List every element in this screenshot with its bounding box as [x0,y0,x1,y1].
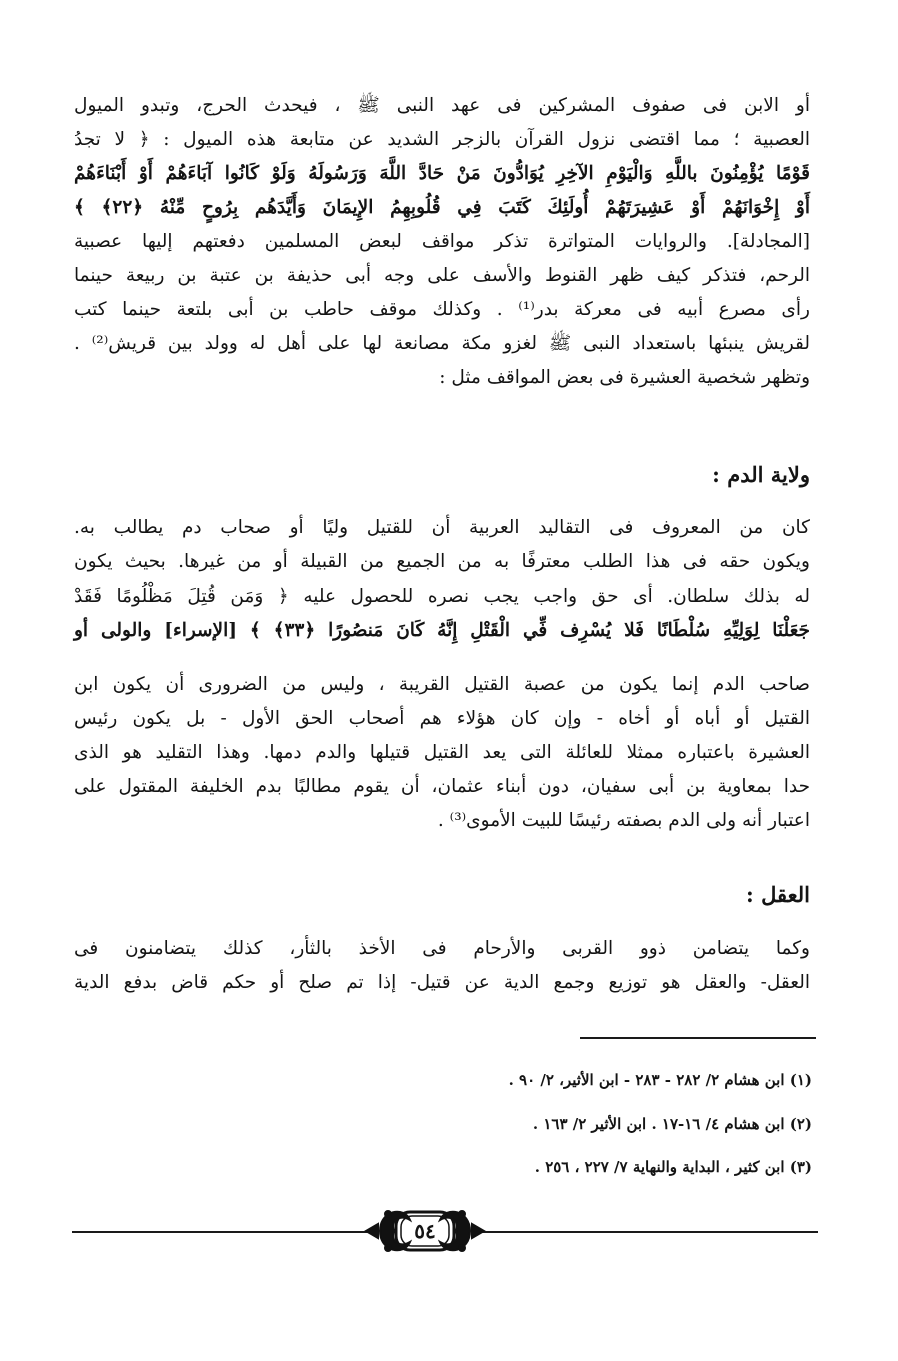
footer-rule-left [72,1231,368,1233]
body-line: وكما يتضامن ذوو القربى والأرحام فى الأخذ بالثأر، كذلك يتضامنون فى [74,938,810,959]
body-line: ويكون حقه فى هذا الطلب معترفًا به من الجميع من القبيلة أو من غيرها. بحيث يكون [74,551,810,572]
footer-rule-right [482,1231,818,1233]
body-line: وتظهر شخصية العشيرة فى بعض المواقف مثل : [439,367,810,388]
body-line: له بذلك سلطان. أى حق واجب يجب نصره للحصول عليه ﴿ وَمَن قُتِلَ مَظْلُومًا فَقَدْ [74,586,810,607]
page-number: ٥٤ [414,1219,436,1243]
footnote: (٣) ابن كثير ، البداية والنهاية ٧/ ٢٢٧ ، ٢٥٦ . [534,1158,812,1176]
quran-verse-line: جَعَلْنَا لِوَلِيِّهِ سُلْطَانًا فَلا يُسْرِف فِّي الْقَتْلِ إِنَّهُ كَانَ مَنصُورًا ﴿٣٣﴾ ﴾ [الإسراء] والولى أو [74,620,810,641]
footnote-separator [580,1037,816,1039]
body-line: اعتبار أنه ولى الدم بصفته رئيسًا للبيت الأموى⁽³⁾ . [437,810,810,831]
section-heading-blood-guardianship: ولاية الدم : [712,462,810,487]
body-line: العصبية ؛ مما اقتضى نزول القرآن بالزجر الشديد عن متابعة هذه الميول : ﴿ لا تجدُ [74,129,810,150]
body-line: حدا بمعاوية بن أبى سفيان، دون أبناء عثمان، أن يقوم مطالبًا بدم الخليفة المقتول على [74,776,810,797]
body-line: صاحب الدم إنما يكون من عصبة القتيل القريبة ، وليس من الضرورى أن يكون ابن [74,674,810,695]
body-line: أو الابن فى صفوف المشركين فى عهد النبى ﷺ ، فيحدث الحرج، وتبدو الميول [74,95,810,116]
footnote: (٢) ابن هشام ٤/ ١٦-١٧ . ابن الأثير ٢/ ١٦٣ . [532,1115,812,1133]
footnote: (١) ابن هشام ٢/ ٢٨٢ - ٢٨٣ - ابن الأثير، ٢/ ٩٠ . [508,1071,812,1089]
body-line: لقريش ينبئها باستعداد النبى ﷺ لغزو مكة مصانعة لها على أهل له وولد بين قريش⁽²⁾ . [74,333,810,354]
body-line: رأى مصرع أبيه فى معركة بدر⁽¹⁾ . وكذلك موقف حاطب بن أبى بلتعة حينما كتب [74,299,810,320]
quran-verse-line: قَوْمًا يُؤْمِنُونَ باللَّهِ وَالْيَوْمِ الآخِرِ يُوَادُّونَ مَنْ حَادَّ اللَّهَ وَرَسُولَهُ وَلَوْ كَانُوا آبَاءَهُمْ أَوْ أَبْنَاءَهُمْ [74,163,810,184]
body-line: كان من المعروف فى التقاليد العربية أن للقتيل وليًا أو صحاب دم يطالب به. [74,517,810,538]
section-heading-blood-money: العقل : [746,882,810,907]
body-line: العقل- والعقل هو توزيع وجمع الدية عن قتيل- إذا تم صلح أو حكم قاض بدفع الدية [74,972,810,993]
body-line: [المجادلة]. والروايات المتواترة تذكر مواقف لبعض المسلمين دفعتهم إليها عصبية [74,231,810,252]
body-line: القتيل أو أباه أو أخاه - وإن كان هؤلاء هم أصحاب الحق الأول - بل يكون رئيس [74,708,810,729]
quran-verse-line: أَوْ إِخْوَانَهُمْ أَوْ عَشِيرَتَهُمْ أُولَئِكَ كَتَبَ فِي قُلُوبِهِمُ الإِيمَانَ وَأَيَّدَهُم بِرُوحٍ مِّنْهُ ﴿٢٢﴾ ﴾ [74,197,811,218]
body-line: الرحم، فتذكر كيف ظهر القنوط والأسف على وجه أبى حذيفة بن عتبة بن ربيعة حينما [74,265,810,286]
body-line: العشيرة باعتباره ممثلا للعائلة التى يعد القتيل قتيلها والدم دمها. وهذا التقليد هو الذى [74,742,810,763]
